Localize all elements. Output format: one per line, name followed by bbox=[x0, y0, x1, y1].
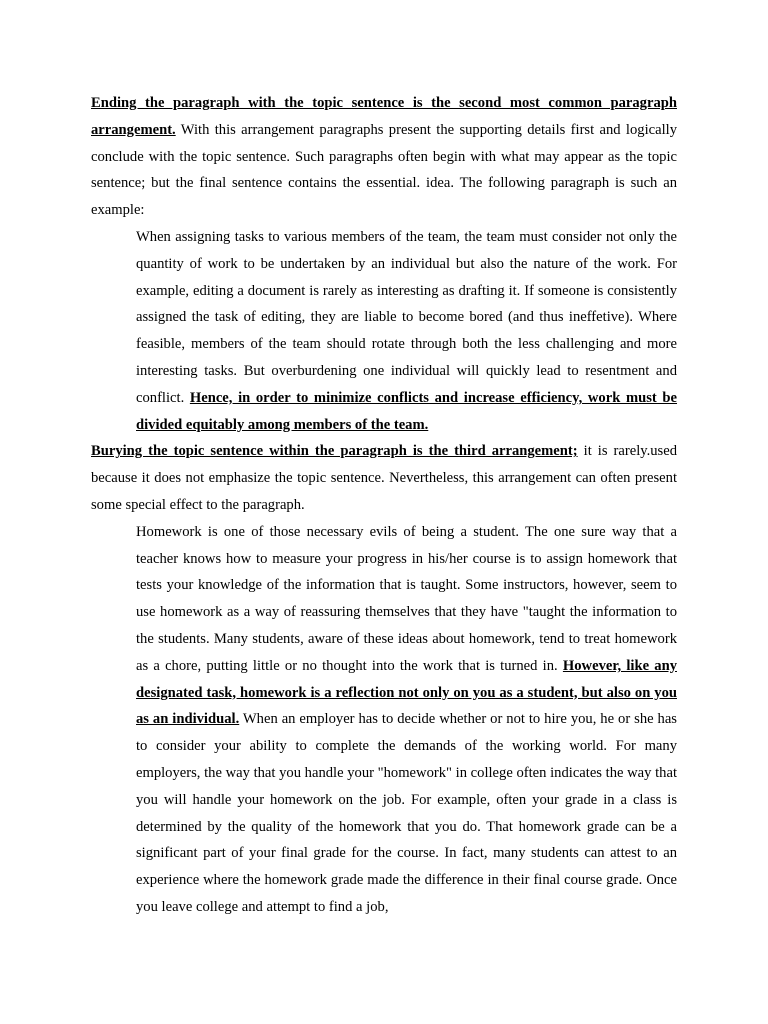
paragraph-second-arrangement bbox=[91, 90, 677, 224]
topic-sentence-heading: Burying the topic sentence within the paragraph is the third arrangement; bbox=[91, 443, 578, 460]
example-paragraph-homework bbox=[136, 519, 677, 921]
example-text-continued: When an employer has to decide whether or not to hire you, he or she has to consider your ability to complete the demands of the working world. For many employers, the way that you handle your "homework" in college often indicates the way that you will handle your homework on the job. For example, often your grade in a class is determined by the quality of the homework that you do. That homework grade can be a significant part of your final grade for the course. In fact, many students can attest to an experience where the homework grade made the difference in their final course grade. Once you leave college and attempt to find a job, bbox=[136, 711, 677, 915]
example-paragraph-team-tasks bbox=[136, 224, 677, 438]
example-text: When assigning tasks to various members of the team, the team must consider not only the quantity of work to be undertaken by an individual but also the nature of the work. For example, editing a document is rarely as interesting as drafting it. If someone is consistently assigned the task of editing, they are liable to become bored (and thus ineffetive). Where feasible, members of the team should rotate through both the less challenging and more interesting tasks. But overburdening one individual will quickly lead to resentment and conflict. bbox=[136, 228, 677, 406]
topic-sentence-highlight: Hence, in order to minimize conflicts and increase efficiency, work must be divided equitably among members of the team. bbox=[136, 389, 678, 433]
example-text: Homework is one of those necessary evils of being a student. The one sure way that a teacher knows how to measure your progress in his/her course is to assign homework that tests your knowledge of the information that is taught. Some instructors, however, seem to use homework as a way of reassuring themselves that they have "taught the information to the students. Many students, aware of these ideas about homework, tend to treat homework as a chore, putting little or no thought into the work that is turned in. bbox=[136, 523, 677, 674]
paragraph-third-arrangement bbox=[91, 438, 677, 518]
document-body bbox=[91, 90, 677, 921]
topic-sentence-highlight: However, like any designated task, homework is a reflection not only on you as a student, but also on you as an individual. bbox=[136, 657, 677, 728]
paragraph-text: With this arrangement paragraphs present the supporting details first and logically conclude with the topic sentence. Such paragraphs often begin with what may appear as the topic sentence; but the final sentence contains the essential. idea. The following paragraph is such an example: bbox=[91, 121, 677, 219]
topic-sentence-heading: Ending the paragraph with the topic sentence is the second most common paragraph arrangement. bbox=[91, 95, 677, 138]
paragraph-text: it is rarely.used because it does not emphasize the topic sentence. Nevertheless, this arrangement can often present some special effect to the paragraph. bbox=[91, 443, 677, 513]
